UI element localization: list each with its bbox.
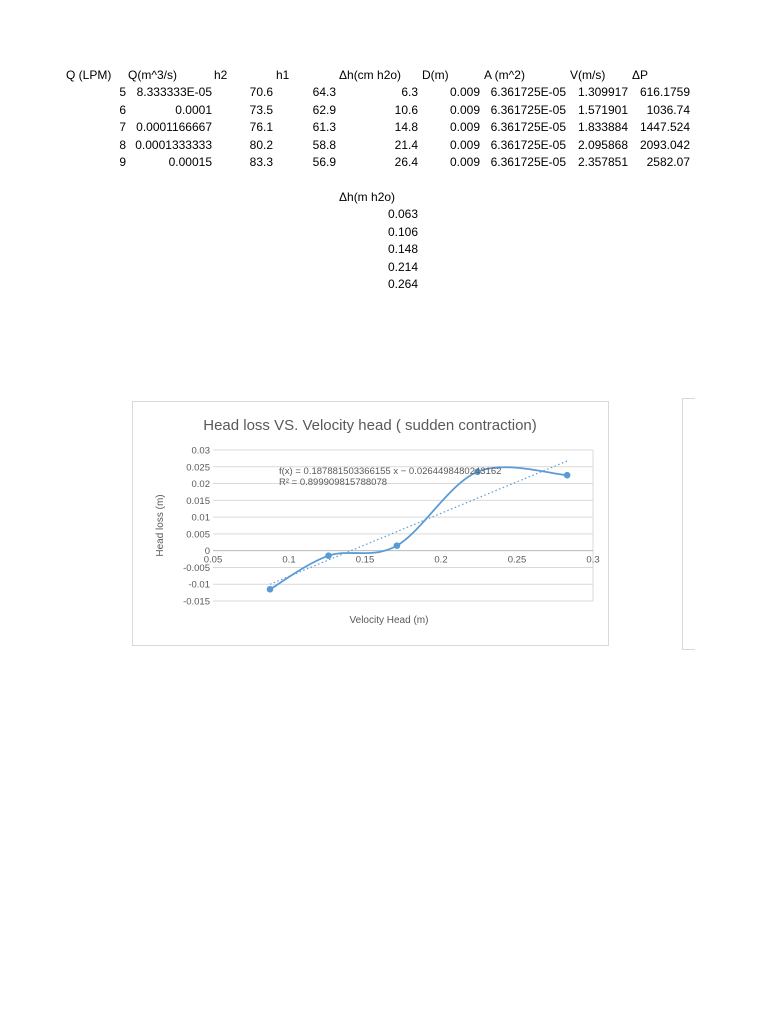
y-tick-label: 0.02	[191, 479, 210, 491]
header-dh-m: Δh(m h2o)	[339, 190, 396, 204]
y-tick-label: 0	[204, 546, 210, 558]
table-cell: 26.4	[394, 155, 418, 169]
data-point	[564, 472, 571, 479]
header-h2: h2	[214, 68, 228, 82]
header-h1: h1	[276, 68, 290, 82]
x-axis-label: Velocity Head (m)	[349, 615, 429, 626]
dh-m-value: 0.214	[387, 260, 418, 274]
header-q-lpm: Q (LPM)	[66, 68, 112, 82]
table-cell: 64.3	[312, 85, 336, 99]
header-dh-cm: Δh(cm h2o)	[339, 68, 402, 82]
table-cell: 83.3	[249, 155, 273, 169]
trendline-r-squared: R² = 0.899909815788078	[279, 477, 388, 488]
table-cell: 61.3	[312, 120, 336, 134]
table-cell: 1.571901	[577, 103, 628, 117]
table-cell: 6.361725E-05	[490, 155, 566, 169]
table-cell: 62.9	[312, 103, 336, 117]
header-q-m3s: Q(m^3/s)	[128, 68, 177, 82]
second-chart-edge	[682, 398, 695, 650]
chart-svg	[133, 402, 608, 645]
header-d: D(m)	[422, 68, 449, 82]
y-tick-label: -0.01	[188, 579, 210, 591]
x-tick-label: 0.2	[434, 554, 448, 566]
table-cell: 9	[119, 155, 126, 169]
table-cell: 0.00015	[168, 155, 212, 169]
y-tick-label: -0.015	[183, 596, 210, 608]
table-cell: 0.009	[449, 155, 480, 169]
table-cell: 6	[119, 103, 126, 117]
table-cell: 0.0001	[175, 103, 212, 117]
table-cell: 0.009	[449, 103, 480, 117]
y-tick-label: -0.005	[183, 562, 210, 574]
table-cell: 1036.74	[646, 103, 690, 117]
y-tick-label: 0.025	[186, 462, 210, 474]
data-point	[267, 586, 274, 593]
table-cell: 1447.524	[639, 120, 690, 134]
table-cell: 56.9	[312, 155, 336, 169]
table-cell: 7	[119, 120, 126, 134]
table-cell: 5	[119, 85, 126, 99]
x-tick-label: 0.05	[203, 554, 223, 566]
table-cell: 70.6	[249, 85, 273, 99]
table-cell: 1.309917	[577, 85, 628, 99]
table-cell: 616.1759	[639, 85, 690, 99]
trendline-equation: f(x) = 0.187881503366155 x − 0.0264498480243162	[279, 466, 502, 477]
header-a: A (m^2)	[484, 68, 525, 82]
x-tick-label: 0.25	[507, 554, 527, 566]
table-cell: 58.8	[312, 138, 336, 152]
x-tick-label: 0.1	[282, 554, 296, 566]
dh-m-value: 0.106	[387, 225, 418, 239]
table-cell: 0.0001333333	[135, 138, 212, 152]
table-cell: 1.833884	[577, 120, 628, 134]
y-tick-label: 0.015	[186, 495, 210, 507]
data-point	[394, 542, 401, 549]
y-tick-label: 0.01	[191, 512, 210, 524]
table-cell: 0.009	[449, 120, 480, 134]
y-tick-label: 0.03	[191, 445, 210, 457]
dh-m-value: 0.148	[387, 242, 418, 256]
table-cell: 2582.07	[646, 155, 690, 169]
table-cell: 0.009	[449, 138, 480, 152]
header-dp: ΔP	[632, 68, 649, 82]
table-cell: 0.0001166667	[136, 120, 212, 134]
table-cell: 10.6	[394, 103, 418, 117]
table-cell: 6.361725E-05	[490, 138, 566, 152]
dh-m-value: 0.264	[387, 277, 418, 291]
x-tick-label: 0.15	[355, 554, 375, 566]
table-cell: 2.357851	[577, 155, 628, 169]
y-axis-label: Head loss (m)	[155, 494, 166, 557]
table-cell: 76.1	[249, 120, 273, 134]
x-tick-label: 0.3	[586, 554, 600, 566]
table-cell: 8	[119, 138, 126, 152]
table-cell: 80.2	[249, 138, 273, 152]
table-cell: 6.361725E-05	[490, 103, 566, 117]
table-cell: 0.009	[449, 85, 480, 99]
table-cell: 8.333333E-05	[136, 85, 212, 99]
table-cell: 2093.042	[639, 138, 690, 152]
dh-m-value: 0.063	[387, 207, 418, 221]
data-point	[325, 552, 332, 559]
table-cell: 14.8	[394, 120, 418, 134]
table-cell: 73.5	[249, 103, 273, 117]
chart-container[interactable]	[132, 401, 609, 646]
table-cell: 2.095868	[577, 138, 628, 152]
y-tick-label: 0.005	[186, 529, 210, 541]
chart-title: Head loss VS. Velocity head ( sudden contraction)	[203, 417, 537, 434]
table-cell: 6.361725E-05	[490, 120, 566, 134]
table-cell: 6.3	[401, 85, 418, 99]
table-cell: 6.361725E-05	[490, 85, 566, 99]
header-v: V(m/s)	[570, 68, 606, 82]
table-cell: 21.4	[394, 138, 418, 152]
spreadsheet-table	[0, 0, 768, 300]
